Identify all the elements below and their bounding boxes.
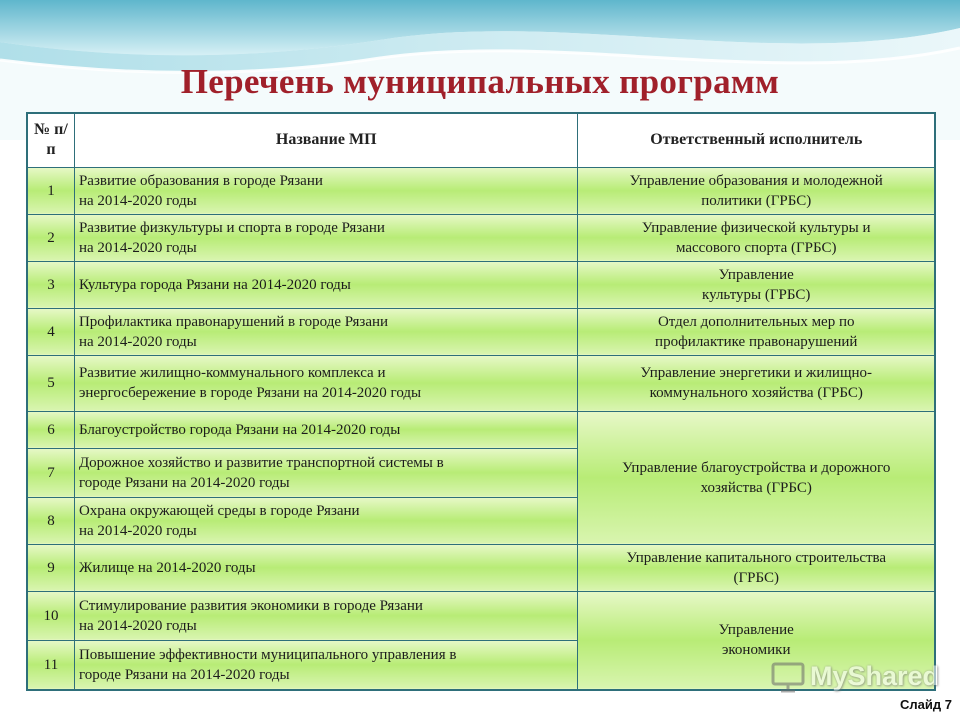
executor-cell — [578, 261, 935, 308]
program-name-cell — [74, 355, 578, 411]
slide-number: Слайд 7 — [900, 697, 952, 712]
table-row — [27, 308, 935, 355]
row-number: 4 — [27, 308, 74, 355]
program-name-cell — [74, 544, 578, 591]
row-number: 6 — [27, 411, 74, 448]
program-name-line: Развитие жилищно-коммунального комплекса и — [78, 365, 386, 381]
executor-line: экономики — [721, 642, 791, 659]
executor-cell — [578, 167, 935, 214]
program-name-line: на 2014-2020 годы — [78, 522, 197, 539]
table-header-row — [27, 113, 935, 167]
program-name-cell — [74, 497, 578, 544]
row-number: 1 — [27, 167, 74, 214]
program-name-cell — [74, 261, 578, 308]
program-name-cell — [74, 167, 578, 214]
program-name-line: Профилактика правонарушений в городе Рязани — [78, 313, 389, 330]
program-name-line: Жилище на 2014-2020 годы — [78, 559, 256, 576]
executor-line: культуры (ГРБС) — [702, 286, 811, 303]
executor-line: массового спорта (ГРБС) — [675, 239, 837, 256]
executor-cell — [578, 355, 935, 411]
program-name-line: энергосбережение в городе Рязани на 2014-2020 годы — [78, 385, 422, 401]
header-number: № п/п — [27, 113, 74, 167]
executor-line: политики (ГРБС) — [701, 192, 812, 209]
program-name-line: Повышение эффективности муниципального управления в — [78, 646, 457, 663]
executor-line: Управление благоустройства и дорожного — [622, 459, 891, 476]
table-row — [27, 411, 935, 448]
program-name-cell — [74, 640, 578, 690]
executor-line: профилактике правонарушений — [655, 333, 858, 350]
executor-line: Управление — [718, 622, 794, 639]
row-number: 7 — [27, 448, 74, 497]
page-title: Перечень муниципальных программ — [180, 62, 780, 101]
program-name-cell — [74, 448, 578, 497]
program-name-line: Дорожное хозяйство и развитие транспортной системы в — [78, 454, 444, 471]
row-number: 11 — [27, 640, 74, 690]
table-row — [27, 261, 935, 308]
program-name-line: городе Рязани на 2014-2020 годы — [78, 666, 290, 683]
program-name-line: на 2014-2020 годы — [78, 192, 197, 209]
program-name-line: на 2014-2020 годы — [78, 617, 197, 634]
watermark-text: MyShared — [810, 660, 940, 691]
row-number: 8 — [27, 497, 74, 544]
program-name-cell — [74, 591, 578, 640]
program-name-line: на 2014-2020 годы — [78, 333, 197, 350]
program-name-cell — [74, 411, 578, 448]
executor-line: Управление капитального строительства — [626, 549, 887, 566]
table-row — [27, 355, 935, 411]
executor-line: Управление — [718, 266, 794, 283]
executor-line: (ГРБС) — [733, 569, 779, 586]
header-executor: Ответственный исполнитель — [578, 113, 935, 167]
executor-cell — [578, 308, 935, 355]
executor-line: Управление образования и молодежной — [629, 172, 883, 189]
program-name-line: Культура города Рязани на 2014-2020 годы — [78, 276, 351, 293]
executor-cell — [578, 411, 935, 544]
programs-table — [26, 112, 936, 691]
table-row — [27, 544, 935, 591]
program-name-cell — [74, 308, 578, 355]
executor-line: Отдел дополнительных мер по — [657, 313, 855, 330]
row-number: 9 — [27, 544, 74, 591]
executor-line: хозяйства (ГРБС) — [700, 479, 812, 496]
row-number: 3 — [27, 261, 74, 308]
presentation-icon — [770, 658, 806, 694]
table-row — [27, 214, 935, 261]
program-name-line: Благоустройство города Рязани на 2014-2020 годы — [78, 421, 401, 438]
table-row — [27, 167, 935, 214]
program-name-line: на 2014-2020 годы — [78, 239, 197, 256]
program-name-line: Развитие физкультуры и спорта в городе Рязани — [78, 219, 385, 236]
program-name-line: Стимулирование развития экономики в городе Рязани — [78, 597, 423, 614]
row-number: 5 — [27, 355, 74, 411]
program-name-cell — [74, 214, 578, 261]
row-number: 10 — [27, 591, 74, 640]
program-name-line: Развитие образования в городе Рязани — [78, 172, 323, 189]
executor-cell — [578, 544, 935, 591]
executor-line: Управление энергетики и жилищно- — [640, 365, 873, 381]
row-number: 2 — [27, 214, 74, 261]
program-name-line: городе Рязани на 2014-2020 годы — [78, 474, 290, 491]
executor-cell — [578, 214, 935, 261]
header-program-name: Название МП — [74, 113, 578, 167]
table-row — [27, 591, 935, 640]
executor-line: Управление физической культуры и — [641, 219, 871, 236]
program-name-line: Охрана окружающей среды в городе Рязани — [78, 502, 360, 519]
watermark — [770, 656, 939, 696]
executor-line: коммунального хозяйства (ГРБС) — [649, 385, 863, 401]
